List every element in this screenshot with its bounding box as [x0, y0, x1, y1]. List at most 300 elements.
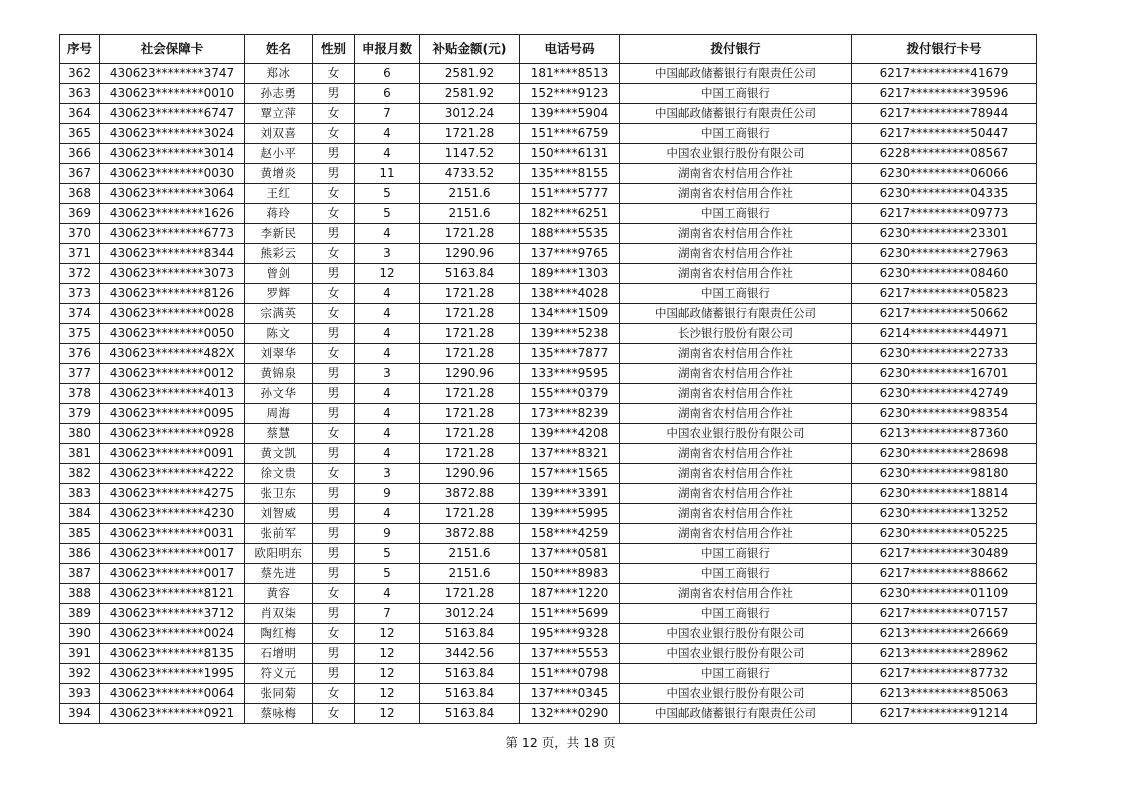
cell-card-number: 6217**********09773 — [852, 204, 1037, 224]
cell-gender: 女 — [313, 624, 355, 644]
cell-months: 4 — [355, 304, 420, 324]
table-row — [60, 104, 1037, 124]
cell-name: 张前军 — [245, 524, 313, 544]
cell-gender: 女 — [313, 304, 355, 324]
cell-months: 5 — [355, 544, 420, 564]
cell-amount: 1721.28 — [420, 324, 520, 344]
table-row — [60, 264, 1037, 284]
cell-index: 365 — [60, 124, 100, 144]
cell-phone: 132****0290 — [520, 704, 620, 724]
cell-months: 4 — [355, 424, 420, 444]
cell-social-security-card: 430623********3024 — [100, 124, 245, 144]
table-row — [60, 344, 1037, 364]
cell-phone: 139****3391 — [520, 484, 620, 504]
cell-bank: 湖南省农村信用合作社 — [620, 224, 852, 244]
cell-amount: 1721.28 — [420, 424, 520, 444]
cell-gender: 男 — [313, 484, 355, 504]
cell-index: 387 — [60, 564, 100, 584]
cell-gender: 女 — [313, 584, 355, 604]
cell-gender: 男 — [313, 444, 355, 464]
cell-bank: 湖南省农村信用合作社 — [620, 404, 852, 424]
cell-months: 6 — [355, 64, 420, 84]
table-row — [60, 504, 1037, 524]
table-row — [60, 144, 1037, 164]
cell-card-number: 6230**********42749 — [852, 384, 1037, 404]
cell-months: 4 — [355, 144, 420, 164]
cell-name: 黄文凯 — [245, 444, 313, 464]
cell-social-security-card: 430623********3014 — [100, 144, 245, 164]
cell-name: 陶红梅 — [245, 624, 313, 644]
table-row — [60, 624, 1037, 644]
cell-gender: 女 — [313, 684, 355, 704]
header-phone: 电话号码 — [520, 35, 620, 64]
cell-card-number: 6230**********28698 — [852, 444, 1037, 464]
cell-name: 刘双喜 — [245, 124, 313, 144]
cell-months: 7 — [355, 104, 420, 124]
cell-bank: 湖南省农村信用合作社 — [620, 524, 852, 544]
cell-phone: 151****0798 — [520, 664, 620, 684]
cell-amount: 2581.92 — [420, 64, 520, 84]
cell-bank: 湖南省农村信用合作社 — [620, 244, 852, 264]
cell-gender: 男 — [313, 164, 355, 184]
cell-amount: 1721.28 — [420, 124, 520, 144]
table-row — [60, 664, 1037, 684]
cell-amount: 1721.28 — [420, 384, 520, 404]
cell-phone: 139****5995 — [520, 504, 620, 524]
table-row — [60, 464, 1037, 484]
cell-amount: 5163.84 — [420, 264, 520, 284]
cell-name: 孙志勇 — [245, 84, 313, 104]
cell-index: 394 — [60, 704, 100, 724]
cell-phone: 139****5904 — [520, 104, 620, 124]
cell-phone: 139****4208 — [520, 424, 620, 444]
cell-bank: 中国工商银行 — [620, 564, 852, 584]
cell-social-security-card: 430623********3747 — [100, 64, 245, 84]
cell-months: 3 — [355, 464, 420, 484]
cell-name: 黄增炎 — [245, 164, 313, 184]
cell-social-security-card: 430623********4275 — [100, 484, 245, 504]
cell-amount: 3012.24 — [420, 104, 520, 124]
cell-months: 6 — [355, 84, 420, 104]
cell-amount: 1721.28 — [420, 404, 520, 424]
cell-social-security-card: 430623********0010 — [100, 84, 245, 104]
cell-bank: 湖南省农村信用合作社 — [620, 364, 852, 384]
cell-social-security-card: 430623********0091 — [100, 444, 245, 464]
cell-index: 363 — [60, 84, 100, 104]
cell-amount: 1721.28 — [420, 444, 520, 464]
header-index: 序号 — [60, 35, 100, 64]
cell-name: 刘智威 — [245, 504, 313, 524]
cell-phone: 157****1565 — [520, 464, 620, 484]
header-months: 申报月数 — [355, 35, 420, 64]
table-row — [60, 604, 1037, 624]
cell-gender: 男 — [313, 224, 355, 244]
cell-gender: 男 — [313, 324, 355, 344]
cell-gender: 女 — [313, 204, 355, 224]
cell-gender: 男 — [313, 144, 355, 164]
cell-phone: 152****9123 — [520, 84, 620, 104]
cell-amount: 1290.96 — [420, 364, 520, 384]
cell-bank: 中国工商银行 — [620, 84, 852, 104]
cell-name: 赵小平 — [245, 144, 313, 164]
cell-name: 熊彩云 — [245, 244, 313, 264]
cell-months: 7 — [355, 604, 420, 624]
cell-amount: 1721.28 — [420, 304, 520, 324]
cell-amount: 5163.84 — [420, 624, 520, 644]
cell-gender: 男 — [313, 664, 355, 684]
cell-bank: 中国工商银行 — [620, 124, 852, 144]
cell-gender: 女 — [313, 124, 355, 144]
cell-name: 徐文贵 — [245, 464, 313, 484]
cell-bank: 湖南省农村信用合作社 — [620, 384, 852, 404]
cell-months: 5 — [355, 184, 420, 204]
table-row — [60, 704, 1037, 724]
cell-months: 5 — [355, 204, 420, 224]
cell-social-security-card: 430623********0012 — [100, 364, 245, 384]
cell-index: 367 — [60, 164, 100, 184]
cell-name: 覃立萍 — [245, 104, 313, 124]
cell-index: 364 — [60, 104, 100, 124]
cell-phone: 151****6759 — [520, 124, 620, 144]
cell-phone: 137****0581 — [520, 544, 620, 564]
cell-social-security-card: 430623********0028 — [100, 304, 245, 324]
cell-card-number: 6230**********01109 — [852, 584, 1037, 604]
cell-card-number: 6217**********78944 — [852, 104, 1037, 124]
cell-index: 370 — [60, 224, 100, 244]
header-social-security-card: 社会保障卡 — [100, 35, 245, 64]
cell-phone: 181****8513 — [520, 64, 620, 84]
cell-index: 379 — [60, 404, 100, 424]
cell-index: 390 — [60, 624, 100, 644]
cell-index: 386 — [60, 544, 100, 564]
table-row — [60, 484, 1037, 504]
cell-index: 375 — [60, 324, 100, 344]
cell-phone: 137****5553 — [520, 644, 620, 664]
cell-amount: 2151.6 — [420, 564, 520, 584]
cell-name: 黄锦泉 — [245, 364, 313, 384]
cell-index: 373 — [60, 284, 100, 304]
cell-index: 384 — [60, 504, 100, 524]
cell-bank: 湖南省农村信用合作社 — [620, 344, 852, 364]
cell-gender: 女 — [313, 424, 355, 444]
cell-gender: 男 — [313, 84, 355, 104]
cell-name: 欧阳明东 — [245, 544, 313, 564]
table-row — [60, 64, 1037, 84]
cell-gender: 女 — [313, 184, 355, 204]
cell-bank: 中国工商银行 — [620, 544, 852, 564]
cell-social-security-card: 430623********4222 — [100, 464, 245, 484]
cell-gender: 女 — [313, 464, 355, 484]
cell-social-security-card: 430623********3073 — [100, 264, 245, 284]
cell-social-security-card: 430623********4013 — [100, 384, 245, 404]
cell-amount: 2151.6 — [420, 204, 520, 224]
cell-months: 9 — [355, 484, 420, 504]
table-row — [60, 644, 1037, 664]
cell-months: 4 — [355, 444, 420, 464]
cell-amount: 3872.88 — [420, 484, 520, 504]
cell-months: 12 — [355, 704, 420, 724]
cell-card-number: 6228**********08567 — [852, 144, 1037, 164]
cell-gender: 男 — [313, 264, 355, 284]
cell-card-number: 6230**********98180 — [852, 464, 1037, 484]
cell-card-number: 6213**********85063 — [852, 684, 1037, 704]
header-gender: 性别 — [313, 35, 355, 64]
cell-bank: 湖南省农村信用合作社 — [620, 484, 852, 504]
cell-amount: 5163.84 — [420, 664, 520, 684]
cell-amount: 1147.52 — [420, 144, 520, 164]
cell-bank: 湖南省农村信用合作社 — [620, 164, 852, 184]
cell-card-number: 6230**********27963 — [852, 244, 1037, 264]
cell-amount: 1721.28 — [420, 284, 520, 304]
cell-index: 391 — [60, 644, 100, 664]
cell-phone: 135****7877 — [520, 344, 620, 364]
cell-name: 石增明 — [245, 644, 313, 664]
cell-amount: 3442.56 — [420, 644, 520, 664]
cell-social-security-card: 430623********3064 — [100, 184, 245, 204]
cell-index: 383 — [60, 484, 100, 504]
cell-bank: 中国邮政储蓄银行有限责任公司 — [620, 304, 852, 324]
cell-amount: 5163.84 — [420, 684, 520, 704]
cell-name: 蔡咏梅 — [245, 704, 313, 724]
cell-phone: 135****8155 — [520, 164, 620, 184]
cell-name: 陈文 — [245, 324, 313, 344]
cell-card-number: 6217**********91214 — [852, 704, 1037, 724]
table-row — [60, 364, 1037, 384]
table-row — [60, 244, 1037, 264]
cell-bank: 湖南省农村信用合作社 — [620, 584, 852, 604]
cell-gender: 女 — [313, 344, 355, 364]
cell-index: 374 — [60, 304, 100, 324]
cell-gender: 女 — [313, 284, 355, 304]
cell-card-number: 6230**********16701 — [852, 364, 1037, 384]
header-name: 姓名 — [245, 35, 313, 64]
cell-gender: 男 — [313, 404, 355, 424]
cell-months: 4 — [355, 404, 420, 424]
cell-bank: 长沙银行股份有限公司 — [620, 324, 852, 344]
table-row — [60, 124, 1037, 144]
cell-card-number: 6217**********88662 — [852, 564, 1037, 584]
cell-card-number: 6230**********04335 — [852, 184, 1037, 204]
cell-months: 12 — [355, 264, 420, 284]
cell-social-security-card: 430623********0064 — [100, 684, 245, 704]
cell-index: 389 — [60, 604, 100, 624]
cell-months: 12 — [355, 624, 420, 644]
cell-bank: 湖南省农村信用合作社 — [620, 504, 852, 524]
cell-phone: 187****1220 — [520, 584, 620, 604]
table-row — [60, 204, 1037, 224]
cell-months: 9 — [355, 524, 420, 544]
cell-index: 371 — [60, 244, 100, 264]
cell-amount: 1721.28 — [420, 344, 520, 364]
cell-gender: 女 — [313, 704, 355, 724]
cell-card-number: 6230**********05225 — [852, 524, 1037, 544]
cell-amount: 1290.96 — [420, 244, 520, 264]
table-row — [60, 184, 1037, 204]
cell-card-number: 6217**********30489 — [852, 544, 1037, 564]
cell-index: 362 — [60, 64, 100, 84]
cell-months: 12 — [355, 684, 420, 704]
cell-amount: 2151.6 — [420, 184, 520, 204]
cell-phone: 137****0345 — [520, 684, 620, 704]
cell-name: 蔡先进 — [245, 564, 313, 584]
cell-bank: 中国工商银行 — [620, 284, 852, 304]
cell-phone: 137****9765 — [520, 244, 620, 264]
cell-months: 4 — [355, 284, 420, 304]
cell-amount: 1721.28 — [420, 504, 520, 524]
cell-bank: 中国邮政储蓄银行有限责任公司 — [620, 704, 852, 724]
cell-gender: 男 — [313, 504, 355, 524]
table-row — [60, 384, 1037, 404]
cell-card-number: 6230**********06066 — [852, 164, 1037, 184]
cell-name: 刘翠华 — [245, 344, 313, 364]
cell-gender: 男 — [313, 644, 355, 664]
header-bank: 拨付银行 — [620, 35, 852, 64]
cell-bank: 中国邮政储蓄银行有限责任公司 — [620, 104, 852, 124]
cell-social-security-card: 430623********3712 — [100, 604, 245, 624]
cell-index: 393 — [60, 684, 100, 704]
cell-index: 382 — [60, 464, 100, 484]
subsidy-table — [59, 34, 1037, 724]
cell-gender: 男 — [313, 544, 355, 564]
cell-phone: 138****4028 — [520, 284, 620, 304]
cell-months: 5 — [355, 564, 420, 584]
cell-card-number: 6213**********28962 — [852, 644, 1037, 664]
cell-card-number: 6213**********26669 — [852, 624, 1037, 644]
cell-bank: 湖南省农村信用合作社 — [620, 184, 852, 204]
table-row — [60, 584, 1037, 604]
cell-name: 张卫东 — [245, 484, 313, 504]
cell-months: 4 — [355, 384, 420, 404]
cell-phone: 150****6131 — [520, 144, 620, 164]
cell-phone: 188****5535 — [520, 224, 620, 244]
header-card-number: 拨付银行卡号 — [852, 35, 1037, 64]
cell-index: 378 — [60, 384, 100, 404]
table-row — [60, 324, 1037, 344]
cell-name: 李新民 — [245, 224, 313, 244]
cell-card-number: 6217**********39596 — [852, 84, 1037, 104]
table-body — [60, 64, 1037, 724]
cell-bank: 中国农业银行股份有限公司 — [620, 144, 852, 164]
table-row — [60, 524, 1037, 544]
cell-social-security-card: 430623********0921 — [100, 704, 245, 724]
cell-card-number: 6217**********87732 — [852, 664, 1037, 684]
cell-months: 4 — [355, 584, 420, 604]
cell-months: 4 — [355, 324, 420, 344]
cell-months: 4 — [355, 124, 420, 144]
cell-index: 366 — [60, 144, 100, 164]
cell-bank: 中国农业银行股份有限公司 — [620, 644, 852, 664]
cell-social-security-card: 430623********0017 — [100, 564, 245, 584]
cell-months: 3 — [355, 244, 420, 264]
cell-phone: 150****8983 — [520, 564, 620, 584]
cell-name: 黄容 — [245, 584, 313, 604]
table-row — [60, 684, 1037, 704]
cell-name: 曾剑 — [245, 264, 313, 284]
cell-bank: 湖南省农村信用合作社 — [620, 464, 852, 484]
cell-amount: 3012.24 — [420, 604, 520, 624]
cell-gender: 男 — [313, 384, 355, 404]
cell-social-security-card: 430623********1626 — [100, 204, 245, 224]
cell-bank: 中国工商银行 — [620, 604, 852, 624]
cell-social-security-card: 430623********1995 — [100, 664, 245, 684]
cell-social-security-card: 430623********0095 — [100, 404, 245, 424]
cell-phone: 137****8321 — [520, 444, 620, 464]
cell-phone: 151****5699 — [520, 604, 620, 624]
cell-amount: 1721.28 — [420, 584, 520, 604]
cell-phone: 151****5777 — [520, 184, 620, 204]
cell-card-number: 6213**********87360 — [852, 424, 1037, 444]
cell-phone: 139****5238 — [520, 324, 620, 344]
cell-phone: 189****1303 — [520, 264, 620, 284]
cell-card-number: 6217**********41679 — [852, 64, 1037, 84]
cell-bank: 中国农业银行股份有限公司 — [620, 424, 852, 444]
cell-name: 罗辉 — [245, 284, 313, 304]
cell-social-security-card: 430623********8121 — [100, 584, 245, 604]
cell-gender: 男 — [313, 564, 355, 584]
cell-phone: 134****1509 — [520, 304, 620, 324]
cell-card-number: 6217**********50662 — [852, 304, 1037, 324]
cell-bank: 湖南省农村信用合作社 — [620, 264, 852, 284]
cell-phone: 133****9595 — [520, 364, 620, 384]
table-row — [60, 164, 1037, 184]
cell-phone: 195****9328 — [520, 624, 620, 644]
cell-phone: 173****8239 — [520, 404, 620, 424]
cell-phone: 182****6251 — [520, 204, 620, 224]
cell-gender: 女 — [313, 64, 355, 84]
cell-social-security-card: 430623********0017 — [100, 544, 245, 564]
table-row — [60, 544, 1037, 564]
cell-index: 369 — [60, 204, 100, 224]
cell-card-number: 6217**********05823 — [852, 284, 1037, 304]
cell-phone: 158****4259 — [520, 524, 620, 544]
table-row — [60, 424, 1037, 444]
cell-card-number: 6217**********07157 — [852, 604, 1037, 624]
cell-index: 381 — [60, 444, 100, 464]
cell-bank: 中国工商银行 — [620, 204, 852, 224]
cell-social-security-card: 430623********8135 — [100, 644, 245, 664]
cell-card-number: 6230**********22733 — [852, 344, 1037, 364]
table-row — [60, 224, 1037, 244]
cell-index: 380 — [60, 424, 100, 444]
cell-amount: 2581.92 — [420, 84, 520, 104]
cell-bank: 中国农业银行股份有限公司 — [620, 684, 852, 704]
table-row — [60, 404, 1037, 424]
cell-card-number: 6217**********50447 — [852, 124, 1037, 144]
cell-card-number: 6230**********13252 — [852, 504, 1037, 524]
cell-amount: 4733.52 — [420, 164, 520, 184]
cell-gender: 男 — [313, 364, 355, 384]
cell-name: 蔡慧 — [245, 424, 313, 444]
cell-index: 385 — [60, 524, 100, 544]
table-row — [60, 304, 1037, 324]
table-row — [60, 444, 1037, 464]
cell-gender: 女 — [313, 244, 355, 264]
cell-social-security-card: 430623********0050 — [100, 324, 245, 344]
cell-gender: 男 — [313, 524, 355, 544]
cell-name: 周海 — [245, 404, 313, 424]
cell-bank: 中国农业银行股份有限公司 — [620, 624, 852, 644]
cell-name: 郑冰 — [245, 64, 313, 84]
cell-months: 4 — [355, 344, 420, 364]
cell-index: 392 — [60, 664, 100, 684]
cell-bank: 中国邮政储蓄银行有限责任公司 — [620, 64, 852, 84]
cell-card-number: 6230**********08460 — [852, 264, 1037, 284]
cell-social-security-card: 430623********0928 — [100, 424, 245, 444]
cell-social-security-card: 430623********482X — [100, 344, 245, 364]
cell-name: 肖双柒 — [245, 604, 313, 624]
table-row — [60, 84, 1037, 104]
cell-index: 376 — [60, 344, 100, 364]
